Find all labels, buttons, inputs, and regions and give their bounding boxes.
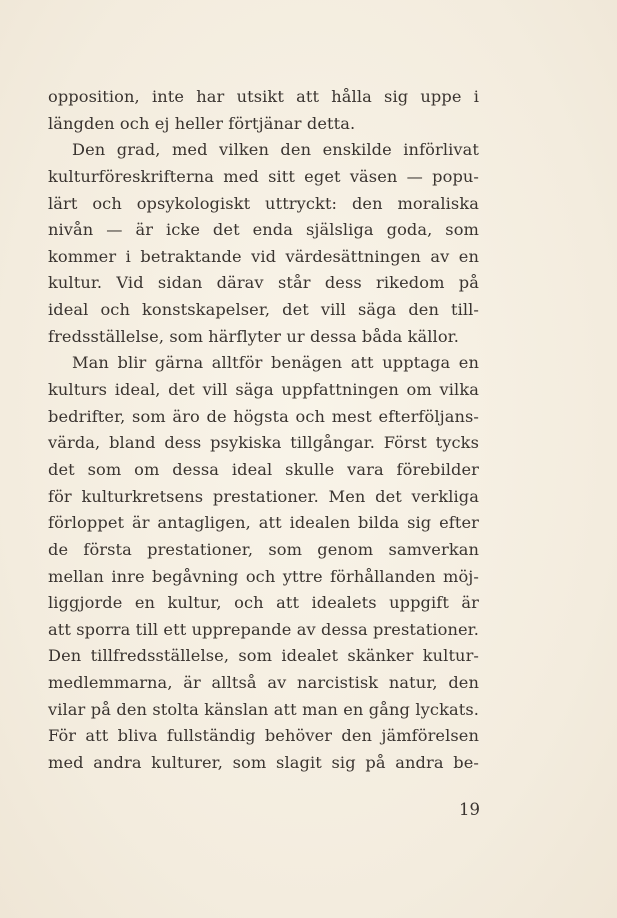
text-line: vilar på den stolta känslan att man en gång lyckats. <box>48 699 479 719</box>
text-line: längden och ej heller förtjänar detta. <box>48 113 356 133</box>
text-line: förloppet är antagligen, att idealen bilda sig efter <box>48 513 479 533</box>
text-line: Man blir gärna alltför benägen att upptaga en <box>72 353 479 373</box>
text-line: att sporra till ett upprepande av dessa prestationer. <box>48 619 479 639</box>
text-line: medlemmarna, är alltså av narcistisk natur, den <box>48 673 479 693</box>
page-number: 19 <box>459 800 480 819</box>
text-line: kulturs ideal, det vill säga uppfattningen om vilka <box>48 380 479 400</box>
text-line: lärt och opsykologiskt uttryckt: den moraliska <box>48 193 479 213</box>
text-line: opposition, inte har utsikt att hålla sig uppe i <box>48 87 479 106</box>
text-line: kulturföreskrifterna med sitt eget väsen — popu- <box>48 166 479 186</box>
text-line: För att bliva fullständig behöver den jämförelsen <box>48 726 479 746</box>
text-line: med andra kulturer, som slagit sig på andra be- <box>48 753 479 773</box>
text-line: värda, bland dess psykiska tillgångar. Först tycks <box>48 433 479 453</box>
text-line: liggjorde en kultur, och att idealets uppgift är <box>48 593 479 613</box>
text-line: det som om dessa ideal skulle vara förebilder <box>48 459 479 479</box>
text-line: ideal och konstskapelser, det vill säga den till- <box>48 300 479 320</box>
text-line: Den grad, med vilken den enskilde införlivat <box>72 140 479 160</box>
text-line: för kulturkretsens prestationer. Men det verkliga <box>48 486 479 506</box>
body-text <box>48 84 479 777</box>
text-line: nivån — är icke det enda själsliga goda, som <box>48 220 479 240</box>
text-line: bedrifter, som äro de högsta och mest efterföljans- <box>48 406 479 426</box>
text-line: kultur. Vid sidan därav står dess rikedom på <box>48 273 479 293</box>
text-line: kommer i betraktande vid värdesättningen av en <box>48 246 479 266</box>
text-line: fredsställelse, som härflyter ur dessa båda källor. <box>48 326 459 346</box>
text-line: Den tillfredsställelse, som idealet skänker kultur- <box>48 646 479 666</box>
text-line: de första prestationer, som genom samverkan <box>48 539 479 559</box>
text-line: mellan inre begåvning och yttre förhållanden möj- <box>48 566 479 586</box>
